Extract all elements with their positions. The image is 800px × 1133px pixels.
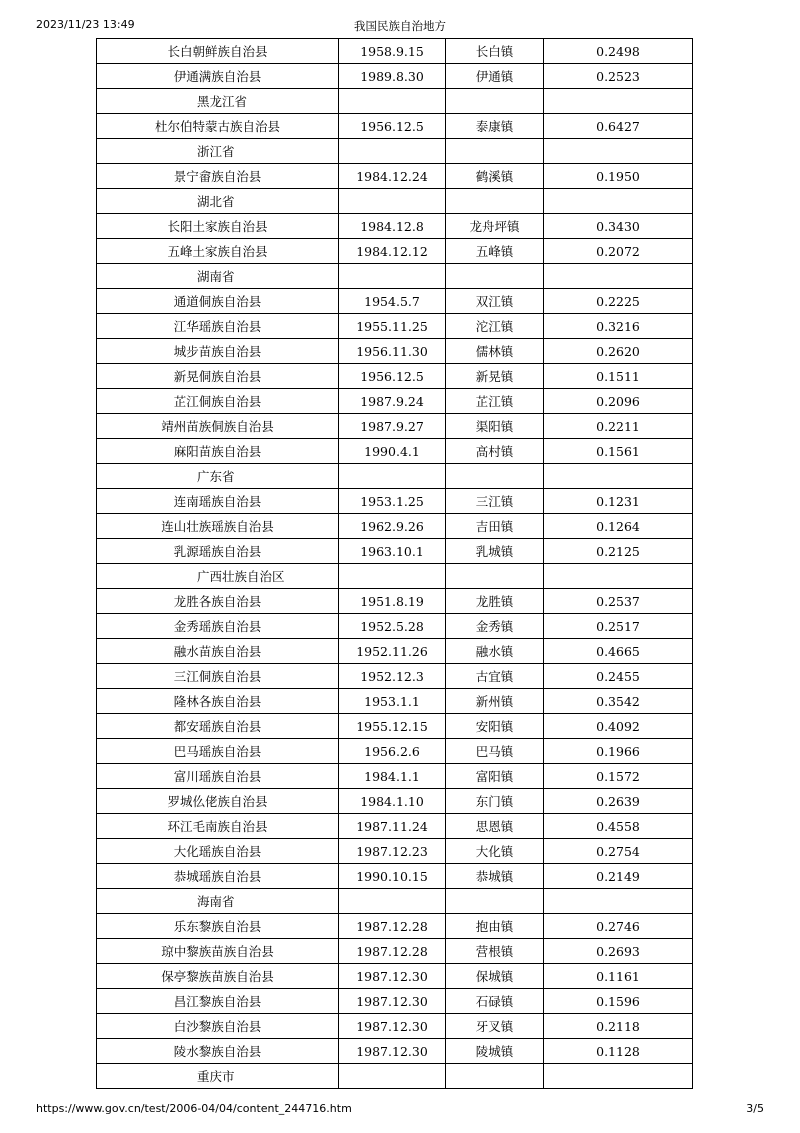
table-row bbox=[97, 614, 693, 639]
seat-town-cell: 五峰镇 bbox=[446, 239, 544, 264]
seat-town-cell bbox=[446, 89, 544, 114]
established-date-cell: 1952.12.3 bbox=[339, 664, 446, 689]
established-date-cell bbox=[339, 139, 446, 164]
established-date-cell bbox=[339, 464, 446, 489]
seat-town-cell: 安阳镇 bbox=[446, 714, 544, 739]
county-name-cell: 琼中黎族苗族自治县 bbox=[97, 939, 339, 964]
area-value-cell: 0.6427 bbox=[544, 114, 693, 139]
seat-town-cell: 金秀镇 bbox=[446, 614, 544, 639]
established-date-cell: 1984.1.10 bbox=[339, 789, 446, 814]
area-value-cell: 0.1511 bbox=[544, 364, 693, 389]
province-row bbox=[97, 89, 693, 114]
area-value-cell: 0.2118 bbox=[544, 1014, 693, 1039]
county-name-cell: 乳源瑶族自治县 bbox=[97, 539, 339, 564]
table-row bbox=[97, 639, 693, 664]
county-name-cell: 芷江侗族自治县 bbox=[97, 389, 339, 414]
county-name-cell: 连山壮族瑶族自治县 bbox=[97, 514, 339, 539]
seat-town-cell bbox=[446, 1064, 544, 1089]
table-row bbox=[97, 314, 693, 339]
county-name-cell: 浙江省 bbox=[97, 139, 339, 164]
seat-town-cell: 沱江镇 bbox=[446, 314, 544, 339]
table-row bbox=[97, 764, 693, 789]
county-name-cell: 湖南省 bbox=[97, 264, 339, 289]
seat-town-cell bbox=[446, 139, 544, 164]
county-name-cell: 金秀瑶族自治县 bbox=[97, 614, 339, 639]
province-row bbox=[97, 1064, 693, 1089]
established-date-cell: 1951.8.19 bbox=[339, 589, 446, 614]
county-name-cell: 湖北省 bbox=[97, 189, 339, 214]
county-name-cell: 巴马瑶族自治县 bbox=[97, 739, 339, 764]
established-date-cell: 1956.12.5 bbox=[339, 364, 446, 389]
table-row bbox=[97, 689, 693, 714]
county-name-cell: 黑龙江省 bbox=[97, 89, 339, 114]
county-name-cell: 杜尔伯特蒙古族自治县 bbox=[97, 114, 339, 139]
area-value-cell: 0.2498 bbox=[544, 39, 693, 64]
established-date-cell: 1987.12.30 bbox=[339, 964, 446, 989]
area-value-cell: 0.2537 bbox=[544, 589, 693, 614]
seat-town-cell bbox=[446, 264, 544, 289]
county-name-cell: 环江毛南族自治县 bbox=[97, 814, 339, 839]
seat-town-cell bbox=[446, 189, 544, 214]
area-value-cell: 0.2517 bbox=[544, 614, 693, 639]
county-name-cell: 五峰土家族自治县 bbox=[97, 239, 339, 264]
county-name-cell: 融水苗族自治县 bbox=[97, 639, 339, 664]
county-name-cell: 富川瑶族自治县 bbox=[97, 764, 339, 789]
area-value-cell: 0.2072 bbox=[544, 239, 693, 264]
seat-town-cell: 渠阳镇 bbox=[446, 414, 544, 439]
area-value-cell: 0.1128 bbox=[544, 1039, 693, 1064]
area-value-cell bbox=[544, 1064, 693, 1089]
seat-town-cell bbox=[446, 564, 544, 589]
established-date-cell: 1953.1.1 bbox=[339, 689, 446, 714]
seat-town-cell: 大化镇 bbox=[446, 839, 544, 864]
established-date-cell: 1958.9.15 bbox=[339, 39, 446, 64]
area-value-cell: 0.1161 bbox=[544, 964, 693, 989]
page-title: 我国民族自治地方 bbox=[354, 19, 446, 33]
established-date-cell: 1956.12.5 bbox=[339, 114, 446, 139]
seat-town-cell: 乳城镇 bbox=[446, 539, 544, 564]
area-value-cell: 0.1572 bbox=[544, 764, 693, 789]
established-date-cell bbox=[339, 89, 446, 114]
established-date-cell: 1984.1.1 bbox=[339, 764, 446, 789]
print-datetime: 2023/11/23 13:49 bbox=[36, 18, 135, 31]
seat-town-cell: 鹤溪镇 bbox=[446, 164, 544, 189]
area-value-cell: 0.2125 bbox=[544, 539, 693, 564]
county-name-cell: 江华瑶族自治县 bbox=[97, 314, 339, 339]
table-row bbox=[97, 114, 693, 139]
established-date-cell: 1952.5.28 bbox=[339, 614, 446, 639]
established-date-cell: 1987.12.30 bbox=[339, 989, 446, 1014]
established-date-cell bbox=[339, 564, 446, 589]
established-date-cell: 1956.11.30 bbox=[339, 339, 446, 364]
table-row bbox=[97, 839, 693, 864]
area-value-cell: 0.2523 bbox=[544, 64, 693, 89]
seat-town-cell: 龙胜镇 bbox=[446, 589, 544, 614]
established-date-cell: 1987.12.30 bbox=[339, 1039, 446, 1064]
area-value-cell: 0.2754 bbox=[544, 839, 693, 864]
page-number: 3/5 bbox=[746, 1102, 764, 1115]
established-date-cell bbox=[339, 264, 446, 289]
county-name-cell: 城步苗族自治县 bbox=[97, 339, 339, 364]
table-row bbox=[97, 939, 693, 964]
established-date-cell: 1990.4.1 bbox=[339, 439, 446, 464]
established-date-cell: 1984.12.12 bbox=[339, 239, 446, 264]
area-value-cell: 0.1264 bbox=[544, 514, 693, 539]
seat-town-cell: 芷江镇 bbox=[446, 389, 544, 414]
seat-town-cell: 恭城镇 bbox=[446, 864, 544, 889]
area-value-cell: 0.3542 bbox=[544, 689, 693, 714]
area-value-cell: 0.2225 bbox=[544, 289, 693, 314]
table-row bbox=[97, 489, 693, 514]
table-row bbox=[97, 989, 693, 1014]
seat-town-cell: 长白镇 bbox=[446, 39, 544, 64]
seat-town-cell: 牙叉镇 bbox=[446, 1014, 544, 1039]
table-row bbox=[97, 339, 693, 364]
province-row bbox=[97, 464, 693, 489]
established-date-cell: 1989.8.30 bbox=[339, 64, 446, 89]
area-value-cell: 0.2455 bbox=[544, 664, 693, 689]
county-name-cell: 海南省 bbox=[97, 889, 339, 914]
area-value-cell bbox=[544, 564, 693, 589]
seat-town-cell: 东门镇 bbox=[446, 789, 544, 814]
autonomous-regions-table bbox=[96, 38, 693, 1089]
seat-town-cell bbox=[446, 464, 544, 489]
county-name-cell: 白沙黎族自治县 bbox=[97, 1014, 339, 1039]
table-row bbox=[97, 789, 693, 814]
area-value-cell: 0.2211 bbox=[544, 414, 693, 439]
area-value-cell: 0.2149 bbox=[544, 864, 693, 889]
province-row bbox=[97, 139, 693, 164]
area-value-cell: 0.2746 bbox=[544, 914, 693, 939]
table-row bbox=[97, 914, 693, 939]
table-row bbox=[97, 364, 693, 389]
seat-town-cell: 陵城镇 bbox=[446, 1039, 544, 1064]
table-row bbox=[97, 814, 693, 839]
established-date-cell: 1956.2.6 bbox=[339, 739, 446, 764]
established-date-cell: 1962.9.26 bbox=[339, 514, 446, 539]
table-row bbox=[97, 964, 693, 989]
seat-town-cell: 巴马镇 bbox=[446, 739, 544, 764]
established-date-cell: 1955.11.25 bbox=[339, 314, 446, 339]
county-name-cell: 龙胜各族自治县 bbox=[97, 589, 339, 614]
county-name-cell: 伊通满族自治县 bbox=[97, 64, 339, 89]
table-row bbox=[97, 64, 693, 89]
area-value-cell: 0.2096 bbox=[544, 389, 693, 414]
county-name-cell: 乐东黎族自治县 bbox=[97, 914, 339, 939]
established-date-cell bbox=[339, 189, 446, 214]
seat-town-cell: 保城镇 bbox=[446, 964, 544, 989]
table-row bbox=[97, 214, 693, 239]
county-name-cell: 长阳土家族自治县 bbox=[97, 214, 339, 239]
table-row bbox=[97, 714, 693, 739]
seat-town-cell: 新州镇 bbox=[446, 689, 544, 714]
established-date-cell: 1987.11.24 bbox=[339, 814, 446, 839]
county-name-cell: 景宁畲族自治县 bbox=[97, 164, 339, 189]
seat-town-cell: 抱由镇 bbox=[446, 914, 544, 939]
area-value-cell bbox=[544, 89, 693, 114]
established-date-cell: 1953.1.25 bbox=[339, 489, 446, 514]
area-value-cell: 0.1561 bbox=[544, 439, 693, 464]
table-row bbox=[97, 389, 693, 414]
established-date-cell: 1984.12.24 bbox=[339, 164, 446, 189]
table-row bbox=[97, 739, 693, 764]
established-date-cell: 1987.12.23 bbox=[339, 839, 446, 864]
established-date-cell: 1984.12.8 bbox=[339, 214, 446, 239]
area-value-cell bbox=[544, 264, 693, 289]
established-date-cell: 1990.10.15 bbox=[339, 864, 446, 889]
county-name-cell: 通道侗族自治县 bbox=[97, 289, 339, 314]
seat-town-cell: 泰康镇 bbox=[446, 114, 544, 139]
county-name-cell: 恭城瑶族自治县 bbox=[97, 864, 339, 889]
area-value-cell: 0.4092 bbox=[544, 714, 693, 739]
county-name-cell: 隆林各族自治县 bbox=[97, 689, 339, 714]
province-row bbox=[97, 264, 693, 289]
established-date-cell: 1987.12.28 bbox=[339, 914, 446, 939]
seat-town-cell bbox=[446, 889, 544, 914]
table-row bbox=[97, 1039, 693, 1064]
province-row bbox=[97, 189, 693, 214]
established-date-cell: 1963.10.1 bbox=[339, 539, 446, 564]
area-value-cell: 0.4558 bbox=[544, 814, 693, 839]
area-value-cell: 0.4665 bbox=[544, 639, 693, 664]
area-value-cell: 0.1950 bbox=[544, 164, 693, 189]
established-date-cell bbox=[339, 889, 446, 914]
table-body bbox=[97, 39, 693, 1089]
seat-town-cell: 营根镇 bbox=[446, 939, 544, 964]
table-row bbox=[97, 864, 693, 889]
county-name-cell: 广东省 bbox=[97, 464, 339, 489]
table-row bbox=[97, 39, 693, 64]
table-row bbox=[97, 589, 693, 614]
seat-town-cell: 古宜镇 bbox=[446, 664, 544, 689]
county-name-cell: 靖州苗族侗族自治县 bbox=[97, 414, 339, 439]
established-date-cell: 1987.12.28 bbox=[339, 939, 446, 964]
county-name-cell: 大化瑶族自治县 bbox=[97, 839, 339, 864]
seat-town-cell: 石碌镇 bbox=[446, 989, 544, 1014]
area-value-cell bbox=[544, 889, 693, 914]
table-row bbox=[97, 514, 693, 539]
area-value-cell: 0.1231 bbox=[544, 489, 693, 514]
area-value-cell: 0.3216 bbox=[544, 314, 693, 339]
area-value-cell: 0.2620 bbox=[544, 339, 693, 364]
table-row bbox=[97, 289, 693, 314]
established-date-cell: 1954.5.7 bbox=[339, 289, 446, 314]
established-date-cell: 1987.9.24 bbox=[339, 389, 446, 414]
seat-town-cell: 新晃镇 bbox=[446, 364, 544, 389]
area-value-cell bbox=[544, 464, 693, 489]
seat-town-cell: 富阳镇 bbox=[446, 764, 544, 789]
county-name-cell: 都安瑶族自治县 bbox=[97, 714, 339, 739]
province-row bbox=[97, 564, 693, 589]
county-name-cell: 重庆市 bbox=[97, 1064, 339, 1089]
seat-town-cell: 吉田镇 bbox=[446, 514, 544, 539]
county-name-cell: 陵水黎族自治县 bbox=[97, 1039, 339, 1064]
county-name-cell: 广西壮族自治区 bbox=[97, 564, 339, 589]
area-value-cell: 0.1966 bbox=[544, 739, 693, 764]
table-row bbox=[97, 414, 693, 439]
area-value-cell: 0.1596 bbox=[544, 989, 693, 1014]
county-name-cell: 三江侗族自治县 bbox=[97, 664, 339, 689]
county-name-cell: 麻阳苗族自治县 bbox=[97, 439, 339, 464]
county-name-cell: 昌江黎族自治县 bbox=[97, 989, 339, 1014]
seat-town-cell: 思恩镇 bbox=[446, 814, 544, 839]
county-name-cell: 新晃侗族自治县 bbox=[97, 364, 339, 389]
county-name-cell: 罗城仫佬族自治县 bbox=[97, 789, 339, 814]
province-row bbox=[97, 889, 693, 914]
table-row bbox=[97, 164, 693, 189]
table-row bbox=[97, 664, 693, 689]
table-row bbox=[97, 1014, 693, 1039]
seat-town-cell: 三江镇 bbox=[446, 489, 544, 514]
table-row bbox=[97, 539, 693, 564]
seat-town-cell: 高村镇 bbox=[446, 439, 544, 464]
area-value-cell bbox=[544, 139, 693, 164]
established-date-cell: 1955.12.15 bbox=[339, 714, 446, 739]
seat-town-cell: 儒林镇 bbox=[446, 339, 544, 364]
established-date-cell: 1987.9.27 bbox=[339, 414, 446, 439]
seat-town-cell: 龙舟坪镇 bbox=[446, 214, 544, 239]
seat-town-cell: 双江镇 bbox=[446, 289, 544, 314]
seat-town-cell: 伊通镇 bbox=[446, 64, 544, 89]
page-url: https://www.gov.cn/test/2006-04/04/content_244716.htm bbox=[36, 1102, 352, 1115]
area-value-cell: 0.2639 bbox=[544, 789, 693, 814]
area-value-cell: 0.2693 bbox=[544, 939, 693, 964]
area-value-cell bbox=[544, 189, 693, 214]
established-date-cell: 1987.12.30 bbox=[339, 1014, 446, 1039]
area-value-cell: 0.3430 bbox=[544, 214, 693, 239]
county-name-cell: 长白朝鲜族自治县 bbox=[97, 39, 339, 64]
established-date-cell bbox=[339, 1064, 446, 1089]
county-name-cell: 连南瑶族自治县 bbox=[97, 489, 339, 514]
table-row bbox=[97, 239, 693, 264]
table-row bbox=[97, 439, 693, 464]
county-name-cell: 保亭黎族苗族自治县 bbox=[97, 964, 339, 989]
seat-town-cell: 融水镇 bbox=[446, 639, 544, 664]
established-date-cell: 1952.11.26 bbox=[339, 639, 446, 664]
